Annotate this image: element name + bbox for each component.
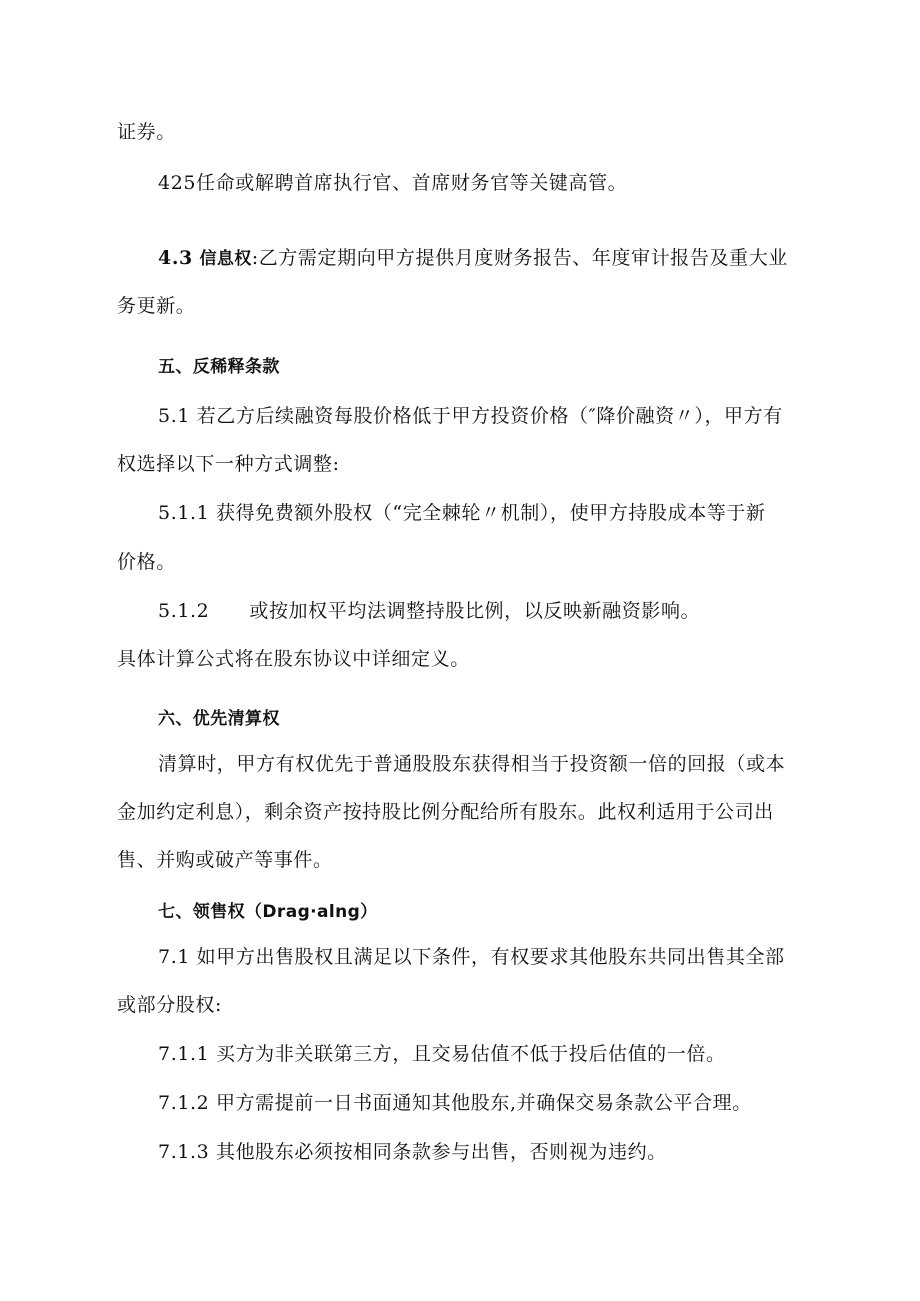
paragraph-line: 清算时，甲方有权优先于普通股股东获得相当于投资额一倍的回报（或本: [158, 753, 786, 775]
paragraph-line: 具体计算公式将在股东协议中详细定义。: [117, 648, 470, 670]
section-heading-anti-dilution: 五、反稀释条款: [158, 357, 280, 377]
section-heading-drag-along: 七、领售权（Drag·alng）: [158, 902, 378, 922]
clause-text: :乙方需定期向甲方提供月度财务报告、年度审计报告及重大业: [251, 247, 788, 269]
clause-4-3: [158, 245, 788, 272]
clause-5-1-2: [158, 598, 700, 624]
paragraph-line: 售、并购或破产等事件。: [117, 849, 333, 871]
clause-number: 5.1.2: [158, 600, 210, 622]
paragraph-line: 金加约定利息），剩余资产按持股比例分配给所有股东。此权利适用于公司出: [117, 801, 774, 823]
clause-5-1: 5.1 若乙方后续融资每股价格低于甲方投资价格（″降价融资〃），甲方有: [158, 405, 783, 427]
paragraph-line: 价格。: [117, 551, 176, 573]
section-heading-liquidation: 六、优先清算权: [158, 709, 280, 729]
paragraph-line: 务更新。: [117, 295, 196, 317]
clause-5-1-1: 5.1.1 获得免费额外股权（“完全棘轮〃机制），使甲方持股成本等于新: [158, 502, 766, 524]
paragraph-line: 或部分股权:: [117, 994, 223, 1016]
clause-7-1-2: 7.1.2 甲方需提前一日书面通知其他股东,并确保交易条款公平合理。: [158, 1092, 752, 1114]
clause-7-1-3: 7.1.3 其他股东必须按相同条款参与出售，否则视为违约。: [158, 1141, 667, 1163]
clause-number: 4.3: [158, 247, 193, 269]
paragraph-line: 权选择以下一种方式调整:: [117, 453, 340, 475]
clause-7-1-1: 7.1.1 买方为非关联第三方，且交易估值不低于投后估值的一倍。: [158, 1043, 726, 1065]
clause-7-1: 7.1 如甲方出售股权且满足以下条件，有权要求其他股东共同出售其全部: [158, 946, 785, 968]
clause-4-2-5: 425任命或解聘首席执行官、首席财务官等关键高管。: [158, 172, 628, 194]
clause-label: 信息权: [199, 249, 252, 269]
paragraph-line: 证券。: [117, 121, 176, 143]
clause-text: 或按加权平均法调整持股比例，以反映新融资影响。: [249, 600, 701, 622]
